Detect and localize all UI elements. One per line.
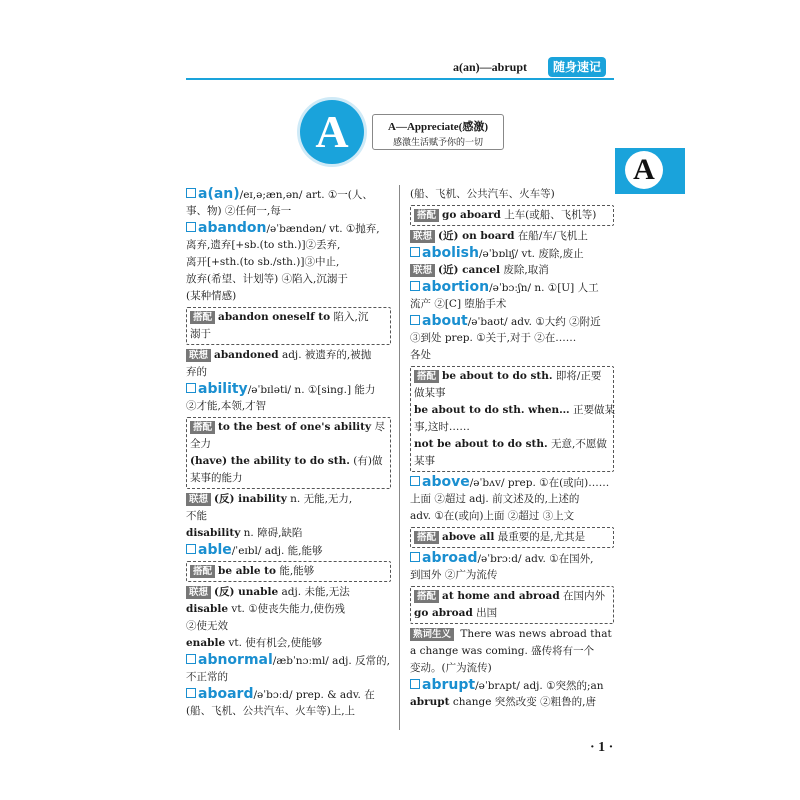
box-line: [414, 419, 610, 436]
bold-phrase: (近) cancel: [438, 264, 501, 276]
bold-phrase: disable: [186, 603, 229, 615]
definition-text: n. 无能,无力,: [290, 493, 353, 505]
entry-headword-line: [186, 686, 391, 703]
headword: aboard: [198, 686, 254, 702]
usage-tag: 搭配: [414, 590, 439, 603]
entry-line: [186, 491, 391, 508]
definition-text: 尽: [374, 421, 385, 433]
definition-text: /əˈbrɔːd/ adv. ①在国外,: [477, 553, 594, 565]
box-line: [414, 385, 610, 402]
definition-text: vt. 使有机会,使能够: [228, 637, 323, 649]
checkbox-icon[interactable]: [410, 552, 420, 562]
body-text: 不正常的: [186, 671, 228, 683]
bold-phrase: abandoned: [214, 349, 279, 361]
headword: abroad: [422, 550, 478, 566]
definition-text: /əˈbændən/ vt. ①抛弃,: [266, 223, 380, 235]
checkbox-icon[interactable]: [410, 476, 420, 486]
body-text: ②才能,本领,才智: [186, 400, 267, 412]
entry-line: [186, 525, 391, 542]
checkbox-icon[interactable]: [186, 544, 196, 554]
entry-headword-line: [410, 474, 614, 491]
body-text: 全力: [190, 438, 211, 450]
entry-line: [410, 626, 614, 643]
entry-line: [410, 643, 614, 660]
definition-text: (有)做: [353, 455, 383, 467]
column-divider: [399, 185, 400, 730]
definition-text: /əˈbɪləti/ n. ①[sing.] 能力: [247, 384, 376, 396]
side-tab-letter: A: [625, 151, 663, 189]
usage-tag: 搭配: [190, 421, 215, 434]
usage-tag: 联想: [410, 230, 435, 243]
collocation-box: [410, 205, 614, 226]
entry-headword-line: [186, 652, 391, 669]
definition-text: 在船/车/飞机上: [517, 230, 588, 242]
entry-line: [410, 262, 614, 279]
body-text: 事,这时……: [414, 421, 470, 433]
box-line: [190, 470, 387, 487]
definition-text: 陷入,沉: [333, 311, 369, 323]
entry-line: [410, 228, 614, 245]
banner-letter-circle: A: [300, 100, 364, 164]
page-number: · 1 ·: [590, 740, 614, 755]
definition-text: /əˈbaʊt/ adv. ①大约 ②附近: [467, 316, 601, 328]
definition-text: 出国: [476, 607, 498, 619]
box-line: [190, 436, 387, 453]
box-line: [190, 419, 387, 436]
box-line: [190, 309, 387, 326]
entry-line: [186, 601, 391, 618]
body-text: 不能: [186, 510, 207, 522]
body-text: 上面 ②超过 adj. 前文述及的,上述的: [410, 493, 580, 505]
checkbox-icon[interactable]: [410, 247, 420, 257]
definition-text: 即将/正要: [555, 370, 602, 382]
body-text: 弃的: [186, 366, 207, 378]
box-line: [190, 453, 387, 470]
headword: abandon: [198, 220, 267, 236]
checkbox-icon[interactable]: [410, 315, 420, 325]
box-line: [414, 368, 610, 385]
headword: about: [422, 313, 468, 329]
entry-headword-line: [410, 677, 614, 694]
entry-line: [410, 296, 614, 313]
bold-phrase: at home and abroad: [442, 590, 560, 602]
bold-phrase: abandon oneself to: [218, 311, 331, 323]
bold-phrase: be about to do sth.: [442, 370, 553, 382]
entry-line: [186, 288, 391, 305]
entry-line: [186, 237, 391, 254]
collocation-box: [186, 561, 391, 582]
body-text: ②使无效: [186, 620, 228, 632]
bold-phrase: (have) the ability to do sth.: [190, 455, 350, 467]
body-text: 变动。(广为流传): [410, 662, 492, 674]
definition-text: /ˈeɪbl/ adj. 能,能够: [231, 545, 323, 557]
checkbox-icon[interactable]: [410, 281, 420, 291]
banner-subtitle: 感激生活赋予你的一切: [392, 138, 483, 148]
definition-text: adj. 被遗弃的,被抛: [281, 349, 372, 361]
box-line: [414, 453, 610, 470]
left-column: [186, 186, 391, 720]
bold-phrase: go aboard: [442, 209, 501, 221]
collocation-box: [410, 527, 614, 548]
checkbox-icon[interactable]: [186, 688, 196, 698]
bold-phrase: to the best of one's ability: [218, 421, 372, 433]
entry-line: [186, 271, 391, 288]
collocation-box: [186, 417, 391, 489]
definition-text: /əˈbɒlɪʃ/ vt. 废除,废止: [478, 248, 584, 260]
entry-line: [410, 660, 614, 677]
definition-text: vt. ①使丧失能力,使伤残: [231, 603, 345, 615]
entry-line: [186, 703, 391, 720]
bold-phrase: (近) on board: [438, 230, 515, 242]
definition-text: 能,能够: [279, 565, 315, 577]
body-text: 到国外 ②广为流传: [410, 569, 498, 581]
entry-line: [186, 508, 391, 525]
definition-text: /eɪ,ə;æn,ən/ art. ①一(人、: [239, 189, 373, 201]
entry-line: [410, 508, 614, 525]
bold-phrase: not be about to do sth.: [414, 438, 548, 450]
body-text: (船、飞机、公共汽车、火车等): [410, 188, 555, 200]
checkbox-icon[interactable]: [186, 383, 196, 393]
definition-text: 上车(或船、飞机等): [504, 209, 597, 221]
body-text: 事、物) ②任何一,每一: [186, 205, 292, 217]
banner-box: [372, 114, 504, 150]
collocation-box: [410, 366, 614, 472]
checkbox-icon[interactable]: [186, 654, 196, 664]
usage-tag: 搭配: [414, 209, 439, 222]
body-text: ③到处 prep. ①关于,对于 ②在……: [410, 332, 577, 344]
entry-headword-line: [186, 186, 391, 203]
definition-text: change 突然改变 ②粗鲁的,唐: [452, 696, 596, 708]
definition-text: 最重要的是,尤其是: [497, 531, 586, 543]
entry-line: [410, 330, 614, 347]
definition-text: There was news abroad that: [460, 628, 612, 640]
collocation-box: [186, 307, 391, 345]
box-line: [190, 326, 387, 343]
entry-headword-line: [186, 220, 391, 237]
entry-line: [410, 694, 614, 711]
entry-line: [410, 347, 614, 364]
usage-tag: 联想: [186, 349, 211, 362]
body-text: 离开[+sth.(to sb./sth.)]③中止,: [186, 256, 340, 268]
box-line: [414, 436, 610, 453]
body-text: adv. ①在(或向)上面 ②超过 ③上文: [410, 510, 575, 522]
body-text: (某种情感): [186, 290, 237, 302]
bold-phrase: abrupt: [410, 696, 450, 708]
headword: above: [422, 474, 470, 490]
entry-line: [410, 491, 614, 508]
box-line: [414, 529, 610, 546]
body-text: 某事: [414, 455, 435, 467]
headword: ability: [198, 381, 248, 397]
bold-phrase: (反) inability: [214, 493, 287, 505]
headword: able: [198, 542, 232, 558]
right-column: [410, 186, 614, 711]
definition-text: n. 障碍,缺陷: [243, 527, 303, 539]
usage-tag: 联想: [186, 493, 211, 506]
body-text: 各处: [410, 349, 431, 361]
definition-text: /æbˈnɔːml/ adj. 反常的,: [272, 655, 390, 667]
entry-line: [186, 347, 391, 364]
definition-text: 无意,不愿做: [551, 438, 607, 450]
body-text: 溺于: [190, 328, 211, 340]
bold-phrase: be able to: [218, 565, 277, 577]
box-line: [414, 207, 610, 224]
usage-tag: 联想: [410, 264, 435, 277]
entry-headword-line: [410, 550, 614, 567]
bold-phrase: go abroad: [414, 607, 473, 619]
entry-line: [410, 567, 614, 584]
body-text: 离弃,遗弃[+sb.(to sth.)]②丢弃,: [186, 239, 341, 251]
checkbox-icon[interactable]: [186, 222, 196, 232]
bold-phrase: be about to do sth. when…: [414, 404, 570, 416]
box-line: [190, 563, 387, 580]
entry-headword-line: [410, 279, 614, 296]
definition-text: /əˈbʌv/ prep. ①在(或向)……: [469, 477, 610, 489]
body-text: 做某事: [414, 387, 446, 399]
entry-line: [186, 584, 391, 601]
box-line: [414, 605, 610, 622]
definition-text: adj. 未能,无法: [281, 586, 350, 598]
box-line: [414, 402, 616, 419]
usage-tag: 搭配: [190, 311, 215, 324]
usage-tag: 搭配: [414, 531, 439, 544]
entry-line: [186, 364, 391, 381]
headword: abrupt: [422, 677, 476, 693]
headword: a(an): [198, 186, 240, 202]
entry-line: [186, 203, 391, 220]
entry-headword-line: [186, 381, 391, 398]
definition-text: /əˈbrʌpt/ adj. ①突然的;an: [475, 680, 604, 692]
usage-tag: 联想: [186, 586, 211, 599]
usage-tag: 搭配: [190, 565, 215, 578]
headword: abolish: [422, 245, 479, 261]
entry-line: [186, 254, 391, 271]
box-line: [414, 588, 610, 605]
usage-tag: 搭配: [414, 370, 439, 383]
definition-text: /əˈbɔːʃn/ n. ①[U] 人工: [489, 282, 599, 294]
checkbox-icon[interactable]: [186, 188, 196, 198]
usage-tag: 熟词生义: [410, 628, 454, 641]
body-text: 流产 ②[C] 堕胎手术: [410, 298, 507, 310]
header-title: a(an)—abrupt: [453, 60, 528, 74]
headword: abortion: [422, 279, 490, 295]
bold-phrase: enable: [186, 637, 226, 649]
entry-headword-line: [410, 313, 614, 330]
entry-headword-line: [186, 542, 391, 559]
bold-phrase: disability: [186, 527, 241, 539]
bold-phrase: (反) unable: [214, 586, 279, 598]
checkbox-icon[interactable]: [410, 679, 420, 689]
definition-text: 废除,取消: [503, 264, 549, 276]
body-text: 放弃(希望、计划等) ④陷入,沉溺于: [186, 273, 348, 285]
body-text: 某事的能力: [190, 472, 243, 484]
collocation-box: [410, 586, 614, 624]
definition-text: /əˈbɔːd/ prep. & adv. 在: [253, 689, 375, 701]
header-rule: [186, 78, 614, 80]
headword: abnormal: [198, 652, 273, 668]
definition-text: 正要做某: [573, 404, 616, 416]
banner-title: A—Appreciate(感激): [388, 121, 488, 133]
header-badge: 随身速记: [548, 57, 606, 77]
body-text: (船、飞机、公共汽车、火车等)上,上: [186, 705, 356, 717]
entry-headword-line: [410, 245, 614, 262]
body-text: a change was coming. 盛传将有一个: [410, 645, 595, 657]
entry-line: [410, 186, 614, 203]
entry-line: [186, 618, 391, 635]
definition-text: 在国内外: [563, 590, 606, 602]
entry-line: [186, 635, 391, 652]
entry-line: [186, 398, 391, 415]
entry-line: [186, 669, 391, 686]
bold-phrase: above all: [442, 531, 495, 543]
